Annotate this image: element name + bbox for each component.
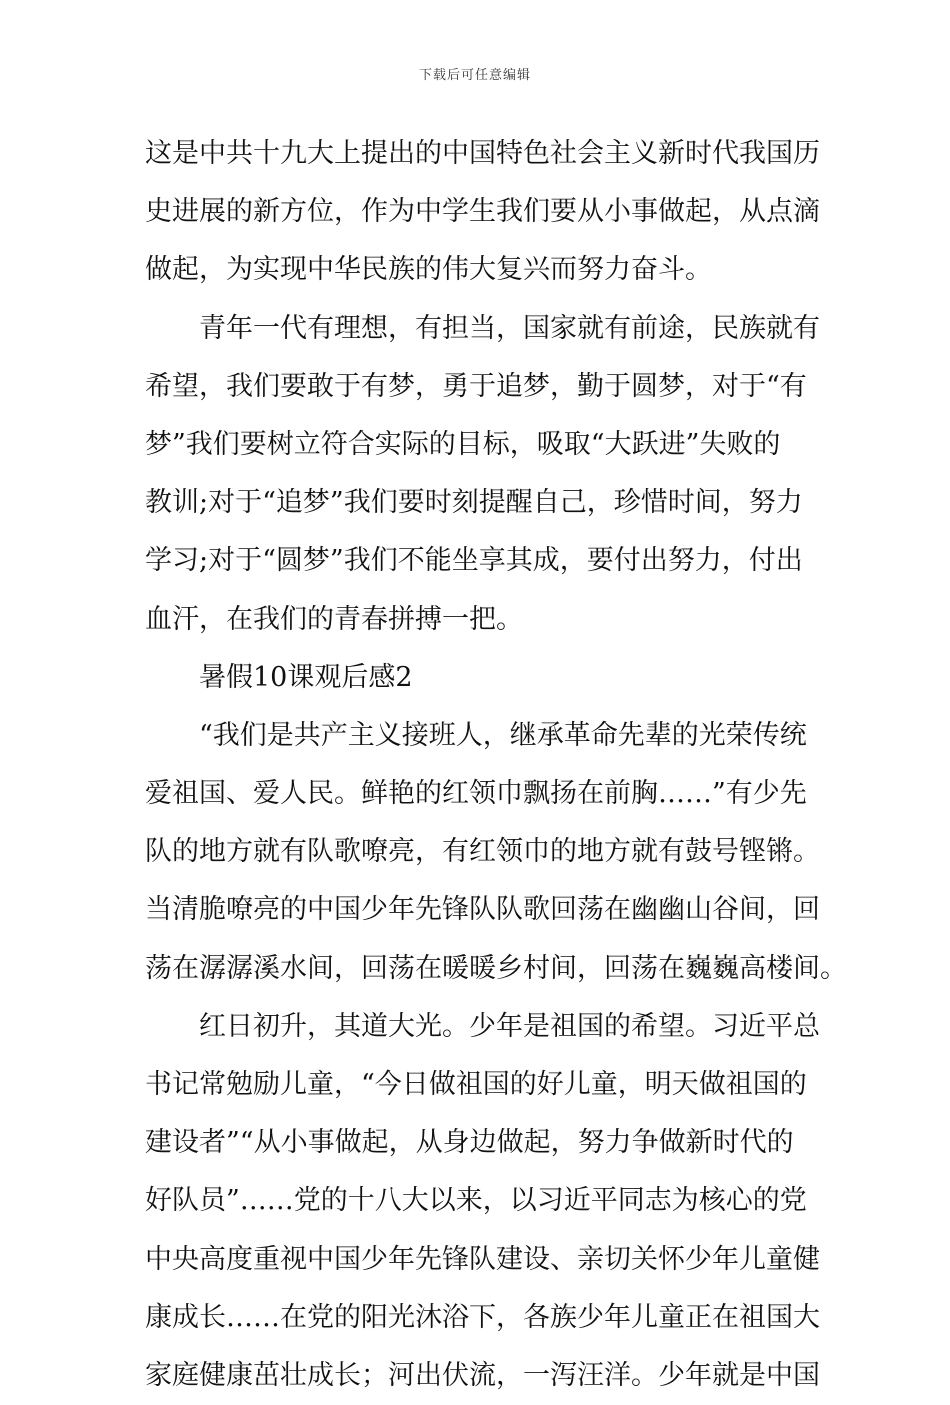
text-line: 好队员”……党的十八大以来，以习近平同志为核心的党	[145, 1185, 807, 1217]
paragraph-start-line: 红日初升，其道大光。少年是祖国的希望。习近平总	[199, 1010, 820, 1042]
page-header: 下载后可任意编辑	[418, 68, 531, 83]
text-line: 学习;对于“圆梦”我们不能坐享其成，要付出努力，付出	[145, 545, 803, 577]
text-line: 书记常勉励儿童，“今日做祖国的好儿童，明天做祖国的	[145, 1069, 807, 1100]
text-line: 梦”我们要树立符合实际的目标，吸取“大跃进”失败的	[145, 428, 781, 460]
text-line: 队的地方就有队歌嘹亮，有红领巾的地方就有鼓号铿锵。	[145, 836, 820, 868]
text-line: 家庭健康茁壮成长；河出伏流，一泻汪洋。少年就是中国	[145, 1359, 820, 1391]
section-heading: 暑假10课观后感2	[199, 661, 413, 693]
text-line: 教训;对于“追梦”我们要时刻提醒自己，珍惜时间，努力	[145, 487, 803, 519]
paragraph-start-line: 青年一代有理想，有担当，国家就有前途，民族就有	[199, 312, 820, 344]
text-line: 中央高度重视中国少年先锋队建设、亲切关怀少年儿童健	[145, 1243, 820, 1275]
paragraph-start-line: “我们是共产主义接班人，继承革命先辈的光荣传统	[199, 719, 807, 751]
text-line: 希望，我们要敢于有梦，勇于追梦，勤于圆梦，对于“有	[145, 370, 807, 402]
text-line: 爱祖国、爱人民。鲜艳的红领巾飘扬在前胸……”有少先	[145, 778, 807, 810]
text-line: 康成长……在党的阳光沐浴下，各族少年儿童正在祖国大	[145, 1301, 820, 1333]
text-line: 做起，为实现中华民族的伟大复兴而努力奋斗。	[145, 254, 712, 286]
document-body	[145, 125, 847, 1405]
text-line: 这是中共十九大上提出的中国特色社会主义新时代我国历	[145, 138, 820, 169]
text-line: 建设者”“从小事做起，从身边做起，努力争做新时代的	[145, 1127, 794, 1159]
text-line: 史进展的新方位，作为中学生我们要从小事做起，从点滴	[145, 196, 820, 228]
text-line: 当清脆嘹亮的中国少年先锋队队歌回荡在幽幽山谷间，回	[145, 894, 820, 926]
text-line: 荡在潺潺溪水间，回荡在暖暖乡村间，回荡在巍巍高楼间。	[145, 952, 847, 984]
text-line: 血汗，在我们的青春拼搏一把。	[145, 603, 523, 635]
